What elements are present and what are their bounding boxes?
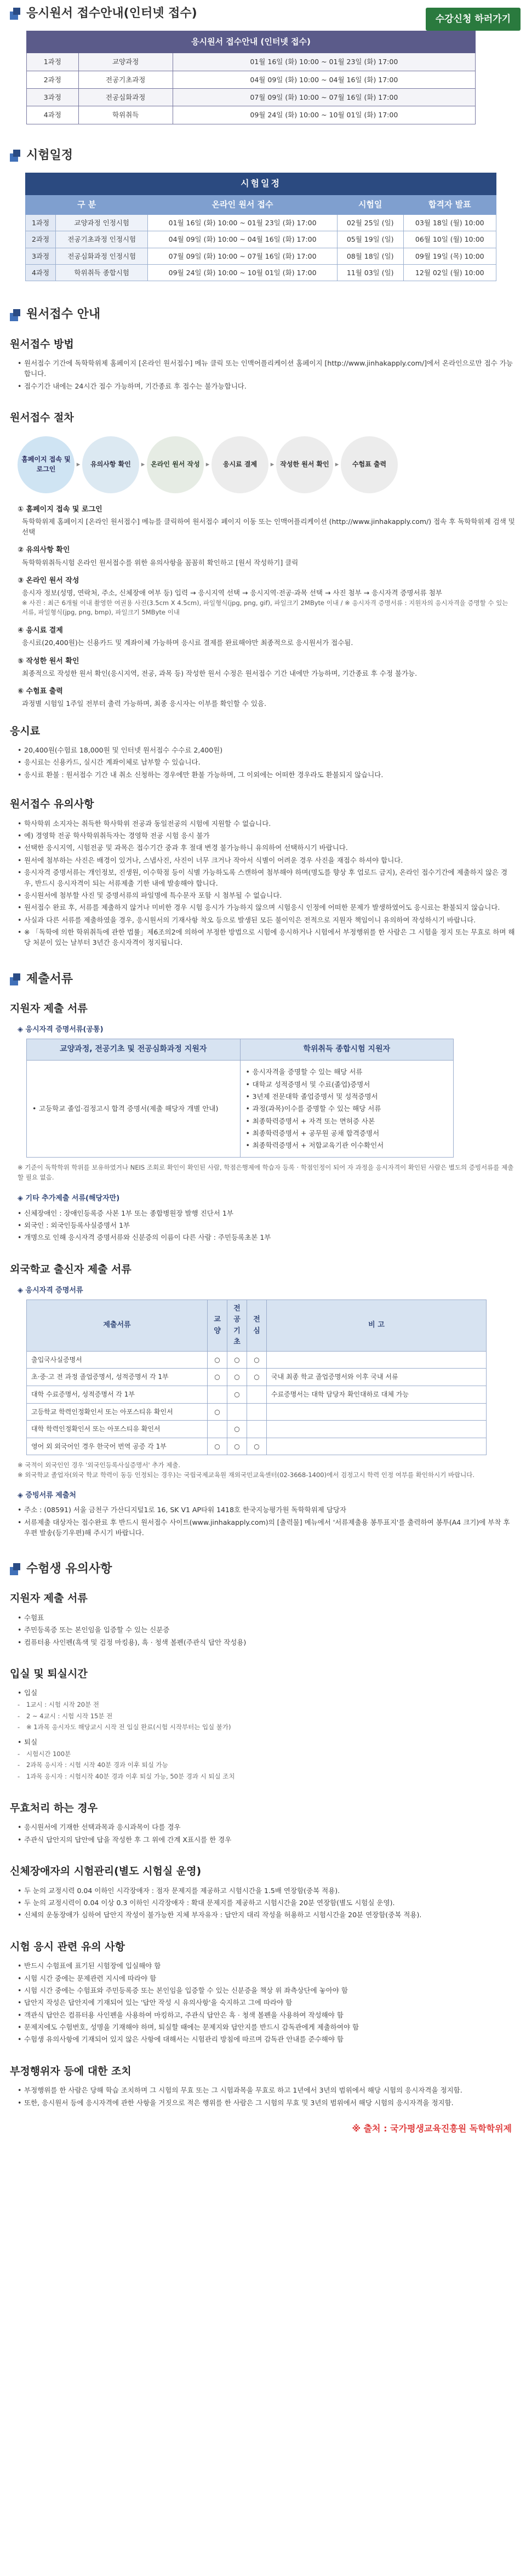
page — [0, 4, 526, 2158]
docs-right-item: • 과정(과목)이수를 증명할 수 있는 해당 서류 — [246, 1103, 448, 1114]
zero-item: • 응시원서에 기재한 선택과목과 응시과목이 다를 경우 — [18, 1822, 516, 1832]
step-title: ② 유의사항 확인 — [18, 546, 70, 555]
foreign-cell: ○ — [227, 1351, 247, 1369]
step-text: 독학학위제 홈페이지 [온라인 원서접수] 메뉴를 클릭하여 원서접수 페이지 이동 또는 인맥어플리케이션 (http://www.jinhakapply.com/) 접속 후 독학학위제 검색 및 선택 — [22, 517, 515, 537]
foreign-cell — [267, 1421, 487, 1438]
foreign-cell: ○ — [227, 1421, 247, 1438]
receipt-row — [27, 53, 476, 71]
foreign-cell — [267, 1351, 487, 1369]
fee-item: • 응시료 환불 : 원서접수 기간 내 취소 신청하는 경우에만 환불 가능하며, 그 이외에는 어떠한 경우라도 환불되지 않습니다. — [18, 770, 516, 780]
section-marker-icon — [10, 309, 22, 321]
arrow-right-icon: ▸ — [205, 460, 210, 469]
foreign-row — [27, 1386, 487, 1404]
method-title: 원서접수 방법 — [10, 338, 74, 350]
step-title: ⑤ 작성한 원서 확인 — [18, 657, 79, 665]
schedule-cell: 2과정 — [26, 231, 56, 248]
docs-title: 제출서류 — [26, 972, 73, 986]
foreign-row — [27, 1403, 487, 1421]
foreign-cell — [247, 1403, 267, 1421]
step-title: ③ 온라인 원서 작성 — [18, 576, 79, 585]
schedule-cell: 02월 25일 (일) — [337, 214, 403, 231]
foreign-cell — [208, 1386, 227, 1404]
foreign-cell — [267, 1403, 487, 1421]
rule-item: • 수험생 유의사항에 기재되어 있지 않은 사항에 대해서는 시험관리 방침에 따르며 감독관 안내를 준수해야 함 — [18, 2034, 516, 2044]
section-marker-icon — [10, 8, 22, 20]
section-marker-icon — [10, 150, 22, 162]
time-out-item: - 시험시간 100분 — [18, 1749, 516, 1759]
process-steps — [10, 504, 516, 709]
time-in-item: - 2 ~ 4교시 : 시험 시작 15분 전 — [18, 1712, 516, 1722]
receipt-title: 응시원서 접수안내(인터넷 접수) — [26, 7, 197, 20]
fee-title: 응시료 — [10, 725, 41, 737]
notice-list — [18, 818, 516, 948]
foreign-cell: ○ — [227, 1438, 247, 1455]
schedule-table-caption: 시험일정 — [26, 173, 496, 195]
receipt-table-caption: 응시원서 접수안내 (인터넷 접수) — [27, 31, 476, 53]
foreign-cell: 대학 수료증명서, 성적증명서 각 1부 — [27, 1386, 208, 1404]
schedule-header-date: 시험일 — [337, 195, 403, 214]
rule-item: • 시험 시간 중에는 문제관련 지시에 따라야 함 — [18, 1973, 516, 1984]
receipt-cell: 04월 09일 (화) 10:00 ~ 04월 16일 (화) 17:00 — [173, 71, 475, 88]
rule-item: • 반드시 수험표에 표기된 시험장에 입실해야 함 — [18, 1961, 516, 1971]
disabled-item: • 두 눈의 교정시력 0.04 이하인 시각장애자 : 점자 문제지를 제공하고 시험시간을 1.5배 연장함(중복 적용). — [18, 1885, 516, 1896]
cheat-title: 부정행위자 등에 대한 조치 — [10, 2065, 132, 2077]
foreign-cell — [227, 1403, 247, 1421]
notice-item: • 사실과 다른 서류를 제출하였을 경우, 응시원서의 기재사항 착오 등으로 발생된 모든 불이익은 전적으로 지원자 책임이니 유의하여 작성하시기 바랍니다. — [18, 915, 516, 925]
foreign-cell: ○ — [208, 1438, 227, 1455]
time-out-item: - 1과목 응시자 : 시험시작 40분 경과 이후 퇴실 가능, 50분 경과 시 퇴실 조치 — [18, 1772, 516, 1782]
method-item: • 접수기간 내에는 24시간 접수 가능하며, 기간종료 후 접수는 불가능합니다. — [18, 381, 516, 391]
schedule-cell: 07월 09일 (화) 10:00 ~ 07월 16일 (화) 17:00 — [148, 248, 338, 264]
process-step: 홈페이지 접속 및 로그인 — [18, 436, 75, 493]
notice-item: • 원서에 첨부하는 사진은 배경이 있거나, 스냅사진, 사진이 너무 크거나 작아서 식별이 어려운 경우 사진을 재접수 하셔야 합니다. — [18, 855, 516, 865]
schedule-table — [25, 173, 496, 282]
arrow-right-icon: ▸ — [270, 460, 275, 469]
process-step-detail — [18, 686, 516, 709]
foreign-cell: ○ — [247, 1369, 267, 1386]
apply-title: 원서접수 안내 — [26, 307, 101, 322]
receipt-row — [27, 89, 476, 106]
schedule-cell: 4과정 — [26, 265, 56, 281]
schedule-row — [26, 248, 496, 264]
exam-heading — [10, 1560, 516, 1578]
schedule-row — [26, 214, 496, 231]
schedule-cell: 03월 18일 (월) 10:00 — [403, 214, 496, 231]
process-step: 작성한 원서 확인 — [276, 436, 333, 493]
id-list — [18, 1612, 516, 1648]
extra-item: • 개명으로 인해 응시자격 증명서류와 신분증의 이름이 다른 사람 : 주민등록초본 1부 — [18, 1232, 516, 1243]
rule-list — [18, 1961, 516, 2045]
schedule-title: 시험일정 — [26, 148, 73, 162]
disabled-list — [18, 1885, 516, 1920]
foreign-row — [27, 1421, 487, 1438]
mail-item: • 서류제출 대상자는 접수완료 후 반드시 원서접수 사이트(www.jinhakapply.com)의 [출력물] 메뉴에서 '서류제출용 봉투표지'를 출력하여 봉투(A4 크기)에 부착 후 우편 발송(등기우편)해 주시기 바랍니다. — [18, 1517, 516, 1538]
receipt-cell: 3과정 — [27, 89, 79, 106]
source-footer: ※ 출처 : 국가평생교육진흥원 독학학위제 — [352, 2123, 512, 2134]
receipt-cell: 전공기초과정 — [78, 71, 173, 88]
receipt-cell: 01월 16일 (화) 10:00 ~ 01월 23일 (화) 17:00 — [173, 53, 475, 71]
foreign-cell: 영어 외 외국어인 경우 한국어 번역 공증 각 1부 — [27, 1438, 208, 1455]
apply-heading — [10, 305, 516, 324]
mail-item: • 주소 : (08591) 서울 금천구 가산디지털1로 16, SK V1 AP타워 1418호 한국지능평가원 독학학위제 담당자 — [18, 1504, 516, 1515]
foreign-header-3: 전심 — [247, 1300, 267, 1352]
step-text: 과정별 시험일 1주일 전부터 출력 가능하며, 최종 응시자는 이부를 확인할 수 있음. — [22, 699, 267, 708]
register-course-button[interactable]: 수강신청 하러가기 — [426, 8, 521, 31]
process-step-detail — [18, 575, 516, 618]
rule-item: • 답안지 작성은 답안지에 기재되어 있는 '답안 작성 시 유의사항'을 숙지하고 그에 따라야 함 — [18, 1997, 516, 2008]
schedule-cell: 08월 18일 (일) — [337, 248, 403, 264]
receipt-cell: 4과정 — [27, 106, 79, 124]
foreign-cell: ○ — [208, 1403, 227, 1421]
method-list — [18, 358, 516, 391]
receipt-cell: 전공심화과정 — [78, 89, 173, 106]
schedule-cell: 3과정 — [26, 248, 56, 264]
foreign-table-body — [27, 1351, 487, 1455]
foreign-cell: 고등학교 학력인정확인서 또는 아포스티유 확인서 — [27, 1403, 208, 1421]
schedule-cell: 학위취득 종합시험 — [56, 265, 148, 281]
foreign-cell: 국내 최종 학교 졸업증명서와 이후 국내 서류 — [267, 1369, 487, 1386]
exam-title: 수험생 유의사항 — [26, 1562, 112, 1576]
step-text: 최종적으로 작성한 원서 확인(응시지역, 전공, 과목 등) 작성한 원서 수정은 원서접수 기간 내에만 가능하며, 기간종료 후 수정 불가능. — [22, 669, 418, 677]
id-item: • 주민등록증 또는 본인임을 입증할 수 있는 신분증 — [18, 1625, 516, 1635]
docs-heading — [10, 970, 516, 989]
extra-item: • 외국인 : 외국인등록사실증명서 1부 — [18, 1220, 516, 1230]
schedule-cell: 전공심화과정 인정시험 — [56, 248, 148, 264]
receipt-cell: 교양과정 — [78, 53, 173, 71]
receipt-cell: 1과정 — [27, 53, 79, 71]
schedule-heading — [10, 146, 516, 165]
foreign-header-note: 비 고 — [267, 1300, 487, 1352]
foreign-cell: ○ — [247, 1351, 267, 1369]
docs-left-cell: • 고등학교 졸업·검정고시 합격 증명서(제출 해당자 개별 안내) — [32, 1103, 235, 1114]
step-text: 독학학위취득시험 온라인 원서접수를 위한 유의사항을 꼼꼼히 확인하고 [원서 작성하기] 클릭 — [22, 558, 299, 567]
receipt-cell: 09월 24일 (화) 10:00 ~ 10월 01일 (화) 17:00 — [173, 106, 475, 124]
foreign-table — [26, 1300, 487, 1455]
zero-list — [18, 1822, 516, 1845]
docs-right-item: • 대학교 성적증명서 및 수료(졸업)증명서 — [246, 1079, 448, 1090]
foreign-cell: 수료증명서는 대학 담당자 확인대하로 대체 가능 — [267, 1386, 487, 1404]
schedule-cell: 교양과정 인정시험 — [56, 214, 148, 231]
rule-item: • 시험 시간 중에는 수험표와 주민등록증 또는 본인임을 입증할 수 있는 신분증을 책상 위 좌측상단에 놓아야 함 — [18, 1985, 516, 1996]
process-step-detail — [18, 504, 516, 538]
step-title: ⑥ 수험표 출력 — [18, 687, 63, 696]
foreign-cell — [208, 1421, 227, 1438]
schedule-cell: 09월 24일 (화) 10:00 ~ 10월 01일 (화) 17:00 — [148, 265, 338, 281]
time-in-item: - 1교시 : 시험 시작 20분 전 — [18, 1700, 516, 1710]
foreign-header-docs: 제출서류 — [27, 1300, 208, 1352]
time-out-label: • 퇴실 — [18, 1737, 516, 1747]
time-in-list — [18, 1700, 516, 1732]
foreign-cell: 출입국사실증명서 — [27, 1351, 208, 1369]
foreign-header-1: 교양 — [208, 1300, 227, 1352]
zero-title: 무효처리 하는 경우 — [10, 1802, 98, 1814]
foreign-header-2: 전공기초 — [227, 1300, 247, 1352]
foreign-cell — [267, 1438, 487, 1455]
fee-list — [18, 745, 516, 780]
schedule-header-result: 합격자 발표 — [403, 195, 496, 214]
schedule-header-apply: 온라인 원서 접수 — [148, 195, 338, 214]
docs-sub-title: 지원자 제출 서류 — [10, 1002, 88, 1015]
mail-list — [18, 1504, 516, 1538]
disabled-item: • 신체의 운동장애가 심하여 답안지 작성이 불가능한 지체 부자유자 : 답안지 대리 작성을 허용하고 시험시간을 20분 연장함(중복 적용). — [18, 1910, 516, 1920]
arrow-right-icon: ▸ — [76, 460, 81, 469]
foreign-cell — [247, 1386, 267, 1404]
schedule-cell: 12월 02일 (월) 10:00 — [403, 265, 496, 281]
time-in-item: - ※ 1과목 응시자도 해당교시 시작 전 입실 완료(시험 시작부터는 입실 불가) — [18, 1723, 516, 1732]
schedule-header-category: 구 분 — [26, 195, 148, 214]
rule-title: 시험 응시 관련 유의 사항 — [10, 1940, 125, 1953]
docs-section — [0, 970, 526, 1538]
notice-item: • 응시자격 증명서류는 개인정보, 진생원, 이수학점 등이 식별 가능하도록 스캔하여 첨부해야 하며(명도를 향상 후 업로드 금지), 온라인 접수기간에 제출하지 않은 경우, 반드시 응시자격이 되는 서류제출 기한 내에 발송해야 합니다. — [18, 867, 516, 888]
arrow-right-icon: ▸ — [335, 460, 339, 469]
schedule-cell: 전공기초과정 인정시험 — [56, 231, 148, 248]
notice-item: • 예) 경영학 전공 학사학위취득자는 경영학 전공 시험 응시 불가 — [18, 830, 516, 841]
notice-title: 원서접수 유의사항 — [10, 798, 94, 811]
foreign-note: ※ 국적이 외국인인 경우 '외국인등록사실증명서' 추가 제출. — [18, 1461, 181, 1469]
cheat-item: • 또한, 응시원서 등에 응시자격에 관한 사항을 거짓으로 적은 행위를 한 사람은 그 시험의 무효 및 3년의 범위에서 해당 시험의 응시자격을 정지함. — [18, 2098, 516, 2108]
rule-item: • 문제지에도 수험번호, 성명을 기재해야 하며, 퇴실할 때에는 문제지와 답안지를 반드시 감독관에게 제출하여야 함 — [18, 2022, 516, 2032]
id-item: • 수험표 — [18, 1612, 516, 1623]
schedule-row — [26, 231, 496, 248]
foreign-cell: 대학 학력인정확인서 또는 아포스티유 확인서 — [27, 1421, 208, 1438]
receipt-row — [27, 106, 476, 124]
foreign-cell: 초·중·고 전 과정 졸업증명서, 성적증명서 각 1부 — [27, 1369, 208, 1386]
disabled-item: • 두 눈의 교정시력이 0.04 이상 0.3 이하인 시각장애자 : 확대 문제지를 제공하고 시험시간을 20분 연장함(별도 시험실 운영). — [18, 1897, 516, 1908]
rule-item: • 객관식 답안은 컴퓨터용 사인펜을 사용하여 마킹하고, 주관식 답안은 흑 · 청색 볼펜을 사용하여 작성해야 함 — [18, 2010, 516, 2020]
receipt-section — [0, 4, 526, 124]
step-text: 응시료(20,400원)는 신용카드 및 계좌이체 가능하며 응시료 결제를 완료해야만 최종적으로 응시원서가 접수됨. — [22, 639, 353, 647]
docs-right-list — [246, 1067, 448, 1151]
docs-right-item: • 최종학력증명서 + 자격 또는 면허증 사본 — [246, 1116, 448, 1126]
foreign-cell: ○ — [227, 1369, 247, 1386]
process-flow — [18, 436, 516, 493]
schedule-cell: 11월 03일 (일) — [337, 265, 403, 281]
apply-section — [0, 305, 526, 948]
time-out-list — [18, 1749, 516, 1782]
process-step-detail — [18, 545, 516, 568]
schedule-section — [0, 146, 526, 282]
mail-title: ◈ 증빙서류 제출처 — [18, 1491, 76, 1500]
foreign-cell: ○ — [208, 1351, 227, 1369]
step-title: ④ 응시료 결제 — [18, 626, 63, 635]
fee-item: • 20,400원(수험료 18,000원 및 인터넷 원서접수 수수료 2,400원) — [18, 745, 516, 755]
process-step: 응시료 결제 — [211, 436, 268, 493]
process-step-detail — [18, 656, 516, 679]
extra-list — [18, 1208, 516, 1243]
foreign-cell: ○ — [227, 1386, 247, 1404]
receipt-cell: 학위취득 — [78, 106, 173, 124]
schedule-cell: 05월 19일 (일) — [337, 231, 403, 248]
cheat-list — [18, 2085, 516, 2108]
notice-item: • 선택한 응시지역, 시험전공 및 과목은 접수기간 중과 후 절대 변경 불가능하니 유의하여 선택하시기 바랍니다. — [18, 842, 516, 853]
foreign-cell: ○ — [247, 1438, 267, 1455]
receipt-row — [27, 71, 476, 88]
docs-table — [26, 1039, 454, 1157]
foreign-proof-title: ◈ 응시자격 증명서류 — [18, 1286, 83, 1295]
foreign-cell — [247, 1421, 267, 1438]
schedule-cell: 06월 10일 (월) 10:00 — [403, 231, 496, 248]
notice-item: • 원서접수 완료 후, 서류를 제출하지 않거나 미비한 경우 시험 응시가 가능하지 않으며 시험응시 인정에 어떠한 문제가 발생하였어도 응시료는 환불되지 않습니다. — [18, 902, 516, 913]
notice-item: • 응시원서에 첨부할 사진 및 증명서류의 파일명에 특수문자 포함 시 첨부될 수 없습니다. — [18, 890, 516, 901]
notice-item: • ※ 「독학에 의한 학위취득에 관한 법률」제6조의2에 의하여 부정한 방법으로 시험에 응시하거나 시험에서 부정행위를 한 사람은 그 시험을 정지 또는 무효로 하며 해당 처분이 있는 날부터 3년간 응시자격이 정지됩니다. — [18, 927, 516, 948]
time-in-label: • 입실 — [18, 1688, 516, 1698]
receipt-cell: 2과정 — [27, 71, 79, 88]
schedule-cell: 04월 09일 (화) 10:00 ~ 04월 16일 (화) 17:00 — [148, 231, 338, 248]
fee-item: • 응시료는 신용카드, 실시간 계좌이체로 납부할 수 있습니다. — [18, 757, 516, 767]
extra-item: • 신체장애인 : 장애인등록증 사본 1부 또는 종합병원장 발행 진단서 1부 — [18, 1208, 516, 1218]
time-out-item: - 2과목 응시자 : 시험 시작 40분 경과 이후 퇴실 가능 — [18, 1760, 516, 1770]
section-marker-icon — [10, 1563, 22, 1575]
notice-item: • 학사학위 소지자는 취득한 학사학위 전공과 동일전공의 시험에 지원할 수 없습니다. — [18, 818, 516, 829]
foreign-title: 외국학교 출신자 제출 서류 — [10, 1263, 132, 1275]
foreign-note: ※ 외국학교 졸업자(외국 학교 학력이 동등 인정되는 경우)는 국립국제교육원 재외국민교육센터(02-3668-1400)에서 검정고시 학력 인정 여부를 확인하시기 바랍니다. — [18, 1471, 475, 1479]
step-title: ① 홈페이지 접속 및 로그인 — [18, 505, 102, 514]
foreign-cell: ○ — [208, 1369, 227, 1386]
receipt-table-body — [27, 53, 476, 124]
schedule-row — [26, 265, 496, 281]
extra-title: ◈ 기타 추가제출 서류(해당자만) — [18, 1194, 120, 1203]
docs-right-item: • 최종학력증명서 + 공무원 공채 합격증명서 — [246, 1128, 448, 1138]
section-marker-icon — [10, 973, 22, 985]
foreign-row — [27, 1438, 487, 1455]
receipt-cell: 07월 09일 (화) 10:00 ~ 07월 16일 (화) 17:00 — [173, 89, 475, 106]
proc-title: 원서접수 절차 — [10, 412, 74, 424]
foreign-row — [27, 1351, 487, 1369]
docs-table-note: ※ 기준이 독학학위 학위를 보유하였거나 NEIS 조회로 확인이 확인된 사람, 학점은행제에 학습자 등록 · 학점인정이 되어 자 과정을 응시자격이 확인된 사람은 별도의 증빙서류를 제출할 필요 없음. — [18, 1163, 514, 1181]
time-title: 입실 및 퇴실시간 — [10, 1667, 88, 1680]
method-item: • 원서접수 기간에 독학학위제 홈페이지 [온라인 원서접수] 메뉴 클릭 또는 인맥어플리케이션 홈페이지 [http://www.jinhakapply.com/]에서 온라인으로만 접수 가능합니다. — [18, 358, 516, 379]
process-step-detail — [18, 625, 516, 648]
process-step: 온라인 원서 작성 — [147, 436, 204, 493]
docs-right-item: • 최종학력증명서 + 저합교육기관 이수확인서 — [246, 1140, 448, 1150]
proof-title: ◈ 응시자격 증명서류(공통) — [18, 1025, 104, 1034]
receipt-table — [26, 31, 476, 124]
step-text: 응시자 정보(성명, 연락처, 주소, 신체장애 여부 등) 입력 → 응시지역 선택 → 응시지역·전공·과목 선택 → 사진 첨부 → 응시자격 증명서류 첨부 — [22, 589, 442, 597]
foreign-row — [27, 1369, 487, 1386]
process-step: 수험표 출력 — [341, 436, 398, 493]
schedule-cell: 01월 16일 (화) 10:00 ~ 01월 23일 (화) 17:00 — [148, 214, 338, 231]
arrow-right-icon: ▸ — [141, 460, 145, 469]
docs-header-left: 교양과정, 전공기초 및 전공심화과정 지원자 — [27, 1039, 241, 1061]
zero-item: • 주관식 답안지의 답안에 답을 작성한 후 그 위에 간계 X표시를 한 경우 — [18, 1834, 516, 1845]
schedule-cell: 1과정 — [26, 214, 56, 231]
cheat-item: • 부정행위를 한 사람은 당해 학습 조치하며 그 시험의 무효 또는 그 시험과목을 무효로 하고 1년에서 3년의 범위에서 해당 시험의 응시자격을 정지함. — [18, 2085, 516, 2095]
schedule-cell: 09월 19일 (목) 10:00 — [403, 248, 496, 264]
docs-right-item: • 응시자격을 증명할 수 있는 해당 서류 — [246, 1067, 448, 1077]
foreign-notes — [18, 1461, 516, 1480]
exam-section — [0, 1560, 526, 2108]
schedule-table-body — [26, 214, 496, 281]
docs-right-item: • 3년제 전문대학 졸업증명서 및 성적증명서 — [246, 1091, 448, 1102]
step-note: ※ 사진 : 최근 6개월 이내 촬영한 여권용 사진(3.5cm X 4.5cm), 파일형식(jpg, png, gif), 파일크기 2MByte 이내 / ※ 응시자격 증명서류 : 지원자의 응시자격을 증명할 수 있는 서류, 파일형식(jpg, png, bmp), 파일크기 5MByte 이내 — [22, 599, 508, 617]
id-item: • 컴퓨터용 사인펜(흑색 및 검정 마킹용), 흑 · 청색 볼펜(주관식 답안 작성용) — [18, 1637, 516, 1648]
docs-header-right: 학위취득 종합시험 지원자 — [240, 1039, 454, 1061]
id-title: 지원자 제출 서류 — [10, 1592, 88, 1605]
process-step: 유의사항 확인 — [82, 436, 139, 493]
disabled-title: 신체장애자의 시험관리(별도 시험실 운영) — [10, 1865, 202, 1878]
